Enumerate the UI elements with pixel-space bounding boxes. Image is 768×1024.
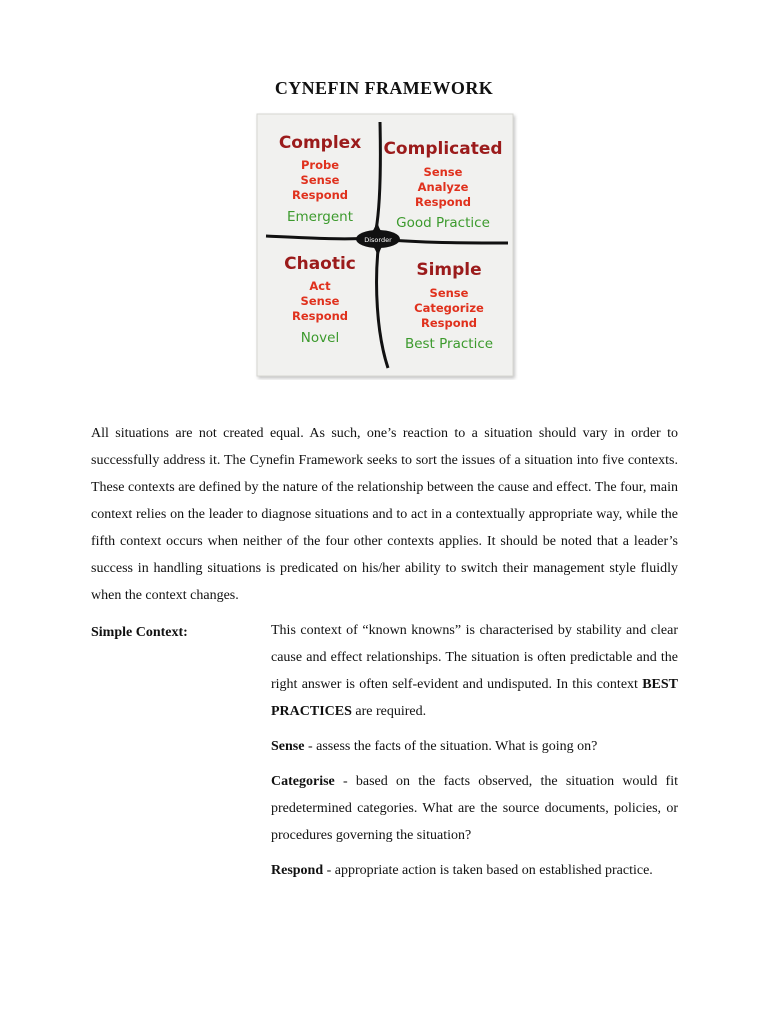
quadrant-simple-step: Categorize — [414, 301, 484, 315]
simple-context-description — [271, 617, 678, 725]
quadrant-complicated-step: Respond — [414, 195, 472, 209]
quadrant-complicated-step: Sense — [423, 165, 463, 179]
quadrant-simple-name: Simple — [416, 260, 482, 280]
quadrant-simple-step: Respond — [420, 316, 478, 330]
quadrant-complex-practice: Emergent — [286, 209, 354, 225]
cynefin-diagram — [254, 112, 518, 380]
cynefin-diagram-svg — [254, 112, 518, 380]
categorise-text: - based on the facts observed, the situation would fit predetermined categories. What are the source documents, policies, or procedures governing the situation? — [271, 774, 678, 843]
quadrant-chaotic-step: Act — [309, 279, 331, 293]
sense-term: Sense — [271, 739, 305, 754]
sense-step — [271, 733, 678, 760]
simple-context-body — [271, 617, 678, 892]
respond-term: Respond — [271, 863, 324, 878]
disorder-label: Disorder — [364, 236, 392, 244]
respond-step — [271, 857, 678, 884]
categorise-step — [271, 768, 678, 849]
quadrant-chaotic-practice: Novel — [300, 330, 340, 346]
quadrant-complex-name: Complex — [278, 133, 362, 153]
categorise-term: Categorise — [271, 774, 335, 789]
quadrant-chaotic-name: Chaotic — [284, 254, 356, 274]
quadrant-chaotic-step: Sense — [300, 294, 340, 308]
quadrant-simple-practice: Best Practice — [404, 336, 494, 352]
page-title: CYNEFIN FRAMEWORK — [274, 78, 494, 98]
description-text: This context of “known knowns” is characterised by stability and clear cause and effect relationships. The situation is often predictable and the right answer is often self-evident and undisputed. In this context — [271, 623, 678, 692]
quadrant-complex-step: Sense — [300, 173, 340, 187]
quadrant-complicated-practice: Good Practice — [396, 215, 490, 231]
description-text-end: are required. — [351, 704, 427, 719]
quadrant-complex-step: Respond — [291, 188, 349, 202]
intro-paragraph: All situations are not created equal. As such, one’s reaction to a situation should vary in order to successfully address it. The Cynefin Framework seeks to sort the issues of a situation into five contexts. These contexts are defined by the nature of the relationship between the cause and effect. The four, main context relies on the leader to diagnose situations and to act in a contextually appropriate way, while the fifth context occurs when neither of the four other contexts applies. It should be noted that a leader’s success in handling situations is predicated on his/her ability to switch their management style fluidly when the context changes. — [91, 426, 678, 603]
best-practices-emphasis: BEST PRACTICES — [271, 677, 678, 719]
sense-text: - assess the facts of the situation. What is going on? — [304, 739, 598, 754]
quadrant-complex-step: Probe — [300, 158, 340, 172]
respond-text: - appropriate action is taken based on established practice. — [323, 863, 653, 878]
quadrant-complicated-name: Complicated — [383, 139, 503, 159]
quadrant-chaotic-step: Respond — [291, 309, 349, 323]
simple-context-label: Simple Context: — [91, 625, 188, 640]
quadrant-simple-step: Sense — [429, 286, 469, 300]
quadrant-complicated-step: Analyze — [417, 180, 469, 194]
